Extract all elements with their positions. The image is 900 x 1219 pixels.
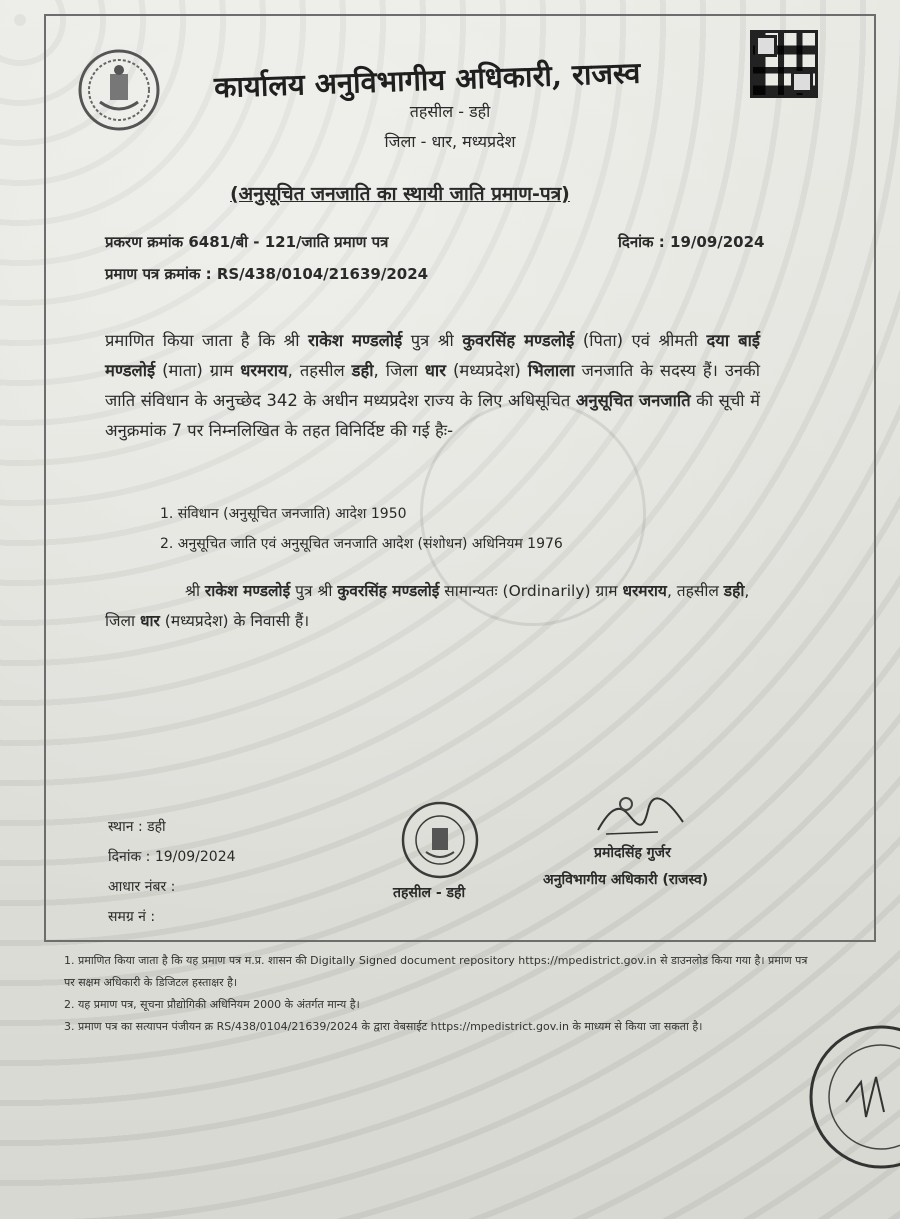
place-label: स्थान : डही xyxy=(108,819,166,835)
aadhaar-label: आधार नंबर : xyxy=(108,879,176,895)
category-name: अनुसूचित जनजाति xyxy=(575,391,691,410)
certificate-title: (अनुसूचित जनजाति का स्थायी जाति प्रमाण-पत्र) xyxy=(230,183,570,205)
legal-basis-list xyxy=(160,499,563,559)
certification-paragraph: प्रमाणित किया जाता है कि श्री राकेश मण्डलोई पुत्र श्री कुवरसिंह मण्डलोई (पिता) एवं श्रीमती दया बाई मण्डलोई (माता) ग्राम धरमराय, तहसील डही, जिला धार (मध्यप्रदेश) भिलाला जनजाति के सदस्य हैं। उनकी जाति संविधान के अनुच्छेद 342 के अधीन मध्यप्रदेश राज्य के लिए अधिसूचित अनुसूचित जनजाति की सूची में अनुक्रमांक 7 पर निम्नलिखित के तहत विनिर्दिष्ट की गई हैः- xyxy=(105,331,761,440)
tehsil-name: डही xyxy=(351,361,374,380)
issue-date: दिनांक : 19/09/2024 xyxy=(618,233,765,251)
note-3: 3. प्रमाण पत्र का सत्यापन पंजीयन क्र RS/438/0104/21639/2024 के द्वारा वेबसाईट https://mpedistrict.gov.in के माध्यम से किया जा सकता है। xyxy=(64,1020,703,1033)
tehsil-line: तहसील - डही xyxy=(409,102,491,121)
signature-icon xyxy=(588,792,698,842)
lok-seva-kendra-stamp-icon xyxy=(806,1022,900,1172)
father-name: कुवरसिंह मण्डलोई xyxy=(462,331,575,350)
note-2: 2. यह प्रमाण पत्र, सूचना प्रौद्योगिकी अधिनियम 2000 के अंतर्गत मान्य है। xyxy=(64,998,360,1011)
tehsil-seal-label: तहसील - डही xyxy=(393,885,466,901)
samagra-label: समग्र नं : xyxy=(108,909,156,925)
tehsil-seal-icon xyxy=(400,800,480,880)
list-item: 2. अनुसूचित जाति एवं अनुसूचित जनजाति आदेश (संशोधन) अधिनियम 1976 xyxy=(160,536,563,552)
note-1: 1. प्रमाणित किया जाता है कि यह प्रमाण पत्र म.प्र. शासन की Digitally Signed document repository https://mpedistrict.gov.in से डाउनलोड किया गया है। प्रमाण पत्र xyxy=(64,954,808,967)
mother-name: दया बाई मण्डलोई xyxy=(105,331,760,380)
district-line: जिला - धार, मध्यप्रदेश xyxy=(384,132,516,151)
state-emblem-icon xyxy=(78,44,160,136)
father-name: कुवरसिंह मण्डलोई xyxy=(337,582,440,600)
village-name: धरमराय xyxy=(622,582,667,600)
village-name: धरमराय xyxy=(240,361,288,380)
footer-details xyxy=(108,812,236,932)
note-1-cont: पर सक्षम अधिकारी के डिजिटल हस्ताक्षर है। xyxy=(64,976,238,989)
signer-designation: अनुविभागीय अधिकारी (राजस्व) xyxy=(543,872,709,888)
residence-paragraph: श्री राकेश मण्डलोई पुत्र श्री कुवरसिंह मण्डलोई सामान्यतः (Ordinarily) ग्राम धरमराय, तहसील डही, जिला धार (मध्यप्रदेश) के निवासी हैं। xyxy=(105,582,750,630)
applicant-name: राकेश मण्डलोई xyxy=(308,331,403,350)
office-title: कार्यालय अनुविभागीय अधिकारी, राजस्व xyxy=(213,55,641,105)
case-number: प्रकरण क्रमांक 6481/बी - 121/जाति प्रमाण पत्र xyxy=(105,233,389,251)
footnotes xyxy=(64,950,854,1038)
list-item: 1. संविधान (अनुसूचित जनजाति) आदेश 1950 xyxy=(160,506,407,522)
signer-name: प्रमोदसिंह गुर्जर xyxy=(594,845,671,861)
district-name: धार xyxy=(424,361,446,380)
footer-date: दिनांक : 19/09/2024 xyxy=(108,849,236,865)
qr-code xyxy=(750,30,818,98)
tribe-name: भिलाला xyxy=(527,361,575,380)
district-name: धार xyxy=(139,612,160,630)
tehsil-name: डही xyxy=(723,582,745,600)
certificate-number: प्रमाण पत्र क्रमांक : RS/438/0104/21639/2024 xyxy=(105,265,429,283)
applicant-name: राकेश मण्डलोई xyxy=(204,582,291,600)
